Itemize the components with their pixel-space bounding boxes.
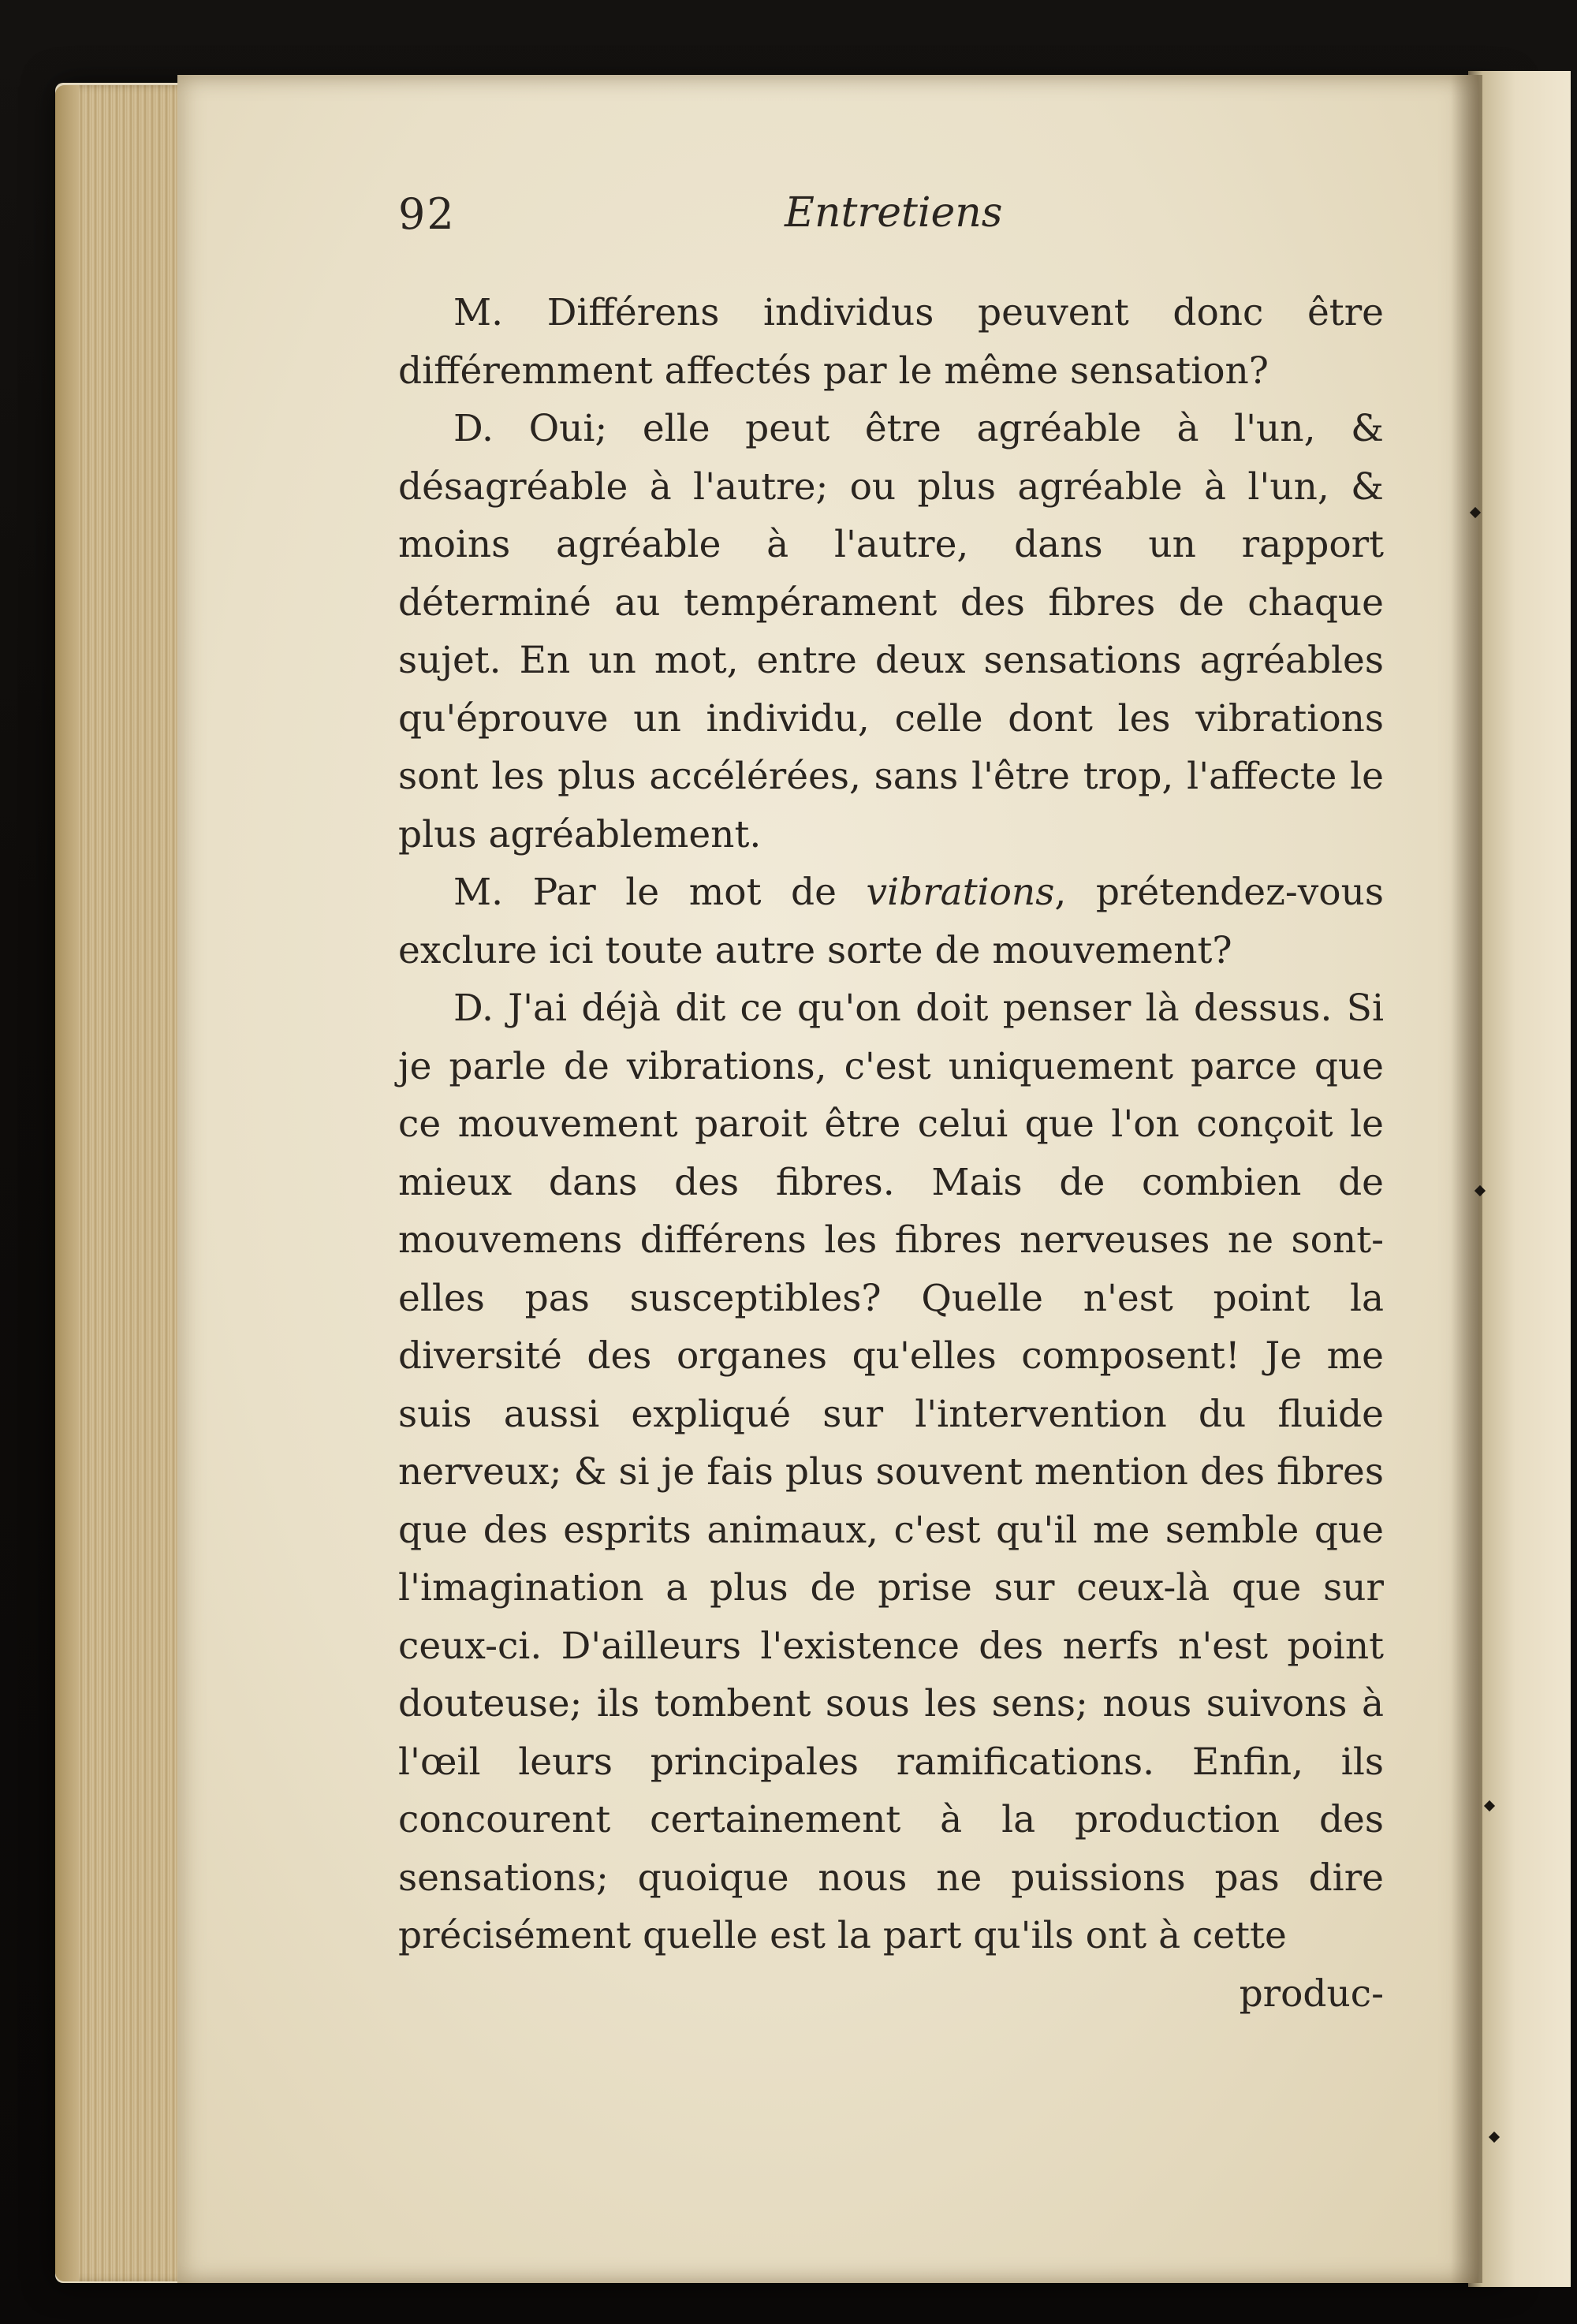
speaker-label: D. xyxy=(453,407,494,450)
page-text-block xyxy=(398,181,1384,2023)
page-header xyxy=(398,181,1384,252)
paragraph xyxy=(398,979,1384,1965)
paragraph-text: J'ai déjà dit ce qu'on doit penser là dessus. Si je parle de vibrations, c'est uniquement parce que ce mouvement paroit être celui que l'on conçoit le mieux dans des fibres. Mais de combien de mouvemens différens les fibres nerveuses ne sont-elles pas susceptibles? Quelle n'est point la diversité des organes qu'elles composent! Je me suis aussi expliqué sur l'intervention du fluide nerveux; & si je fais plus souvent mention des fibres que des esprits animaux, c'est qu'il me semble que l'imagination a plus de prise sur ceux-là que sur ceux-ci. D'ailleurs l'existence des nerfs n'est point douteuse; ils tombent sous les sens; nous suivons à l'œil leurs principales ramifications. Enfin, ils concourent certainement à la production des sensations; quoique nous ne puissions pas dire précisément quelle est la part qu'ils ont à cette xyxy=(398,987,1384,1957)
body-text xyxy=(398,284,1384,1965)
paragraph-text: Oui; elle peut être agréable à l'un, & désagréable à l'autre; ou plus agréable à l'un, & moins agréable à l'autre, dans un rapport déterminé au tempérament des fibres de chaque sujet. En un mot, entre deux sensations agréables qu'éprouve un individu, celle dont les vibrations sont les plus accélérées, sans l'être trop, l'affecte le plus agréablement. xyxy=(398,407,1384,856)
paragraph xyxy=(398,864,1384,979)
page-edges xyxy=(55,85,189,2281)
speaker-label: M. xyxy=(453,291,504,334)
paragraph-text: Différens individus peuvent donc être différemment affectés par le même sensation? xyxy=(398,291,1384,393)
facing-page-edge xyxy=(1468,71,1571,2287)
paragraph-text: , prétendez-vous exclure ici toute autre sorte de mouvement? xyxy=(398,871,1384,972)
italic-term: vibrations xyxy=(866,871,1055,914)
speaker-label: M. xyxy=(453,871,504,914)
speaker-label: D. xyxy=(453,987,494,1030)
page-edges-shadow xyxy=(55,85,79,2281)
paragraph xyxy=(398,284,1384,400)
running-title: Entretiens xyxy=(785,189,1003,237)
gutter-shadow xyxy=(1451,75,1482,2283)
catchword: produc- xyxy=(1239,1971,1384,2016)
paragraph-text: Par le mot de xyxy=(532,871,867,914)
page-number: 92 xyxy=(398,189,456,239)
paragraph xyxy=(398,400,1384,864)
